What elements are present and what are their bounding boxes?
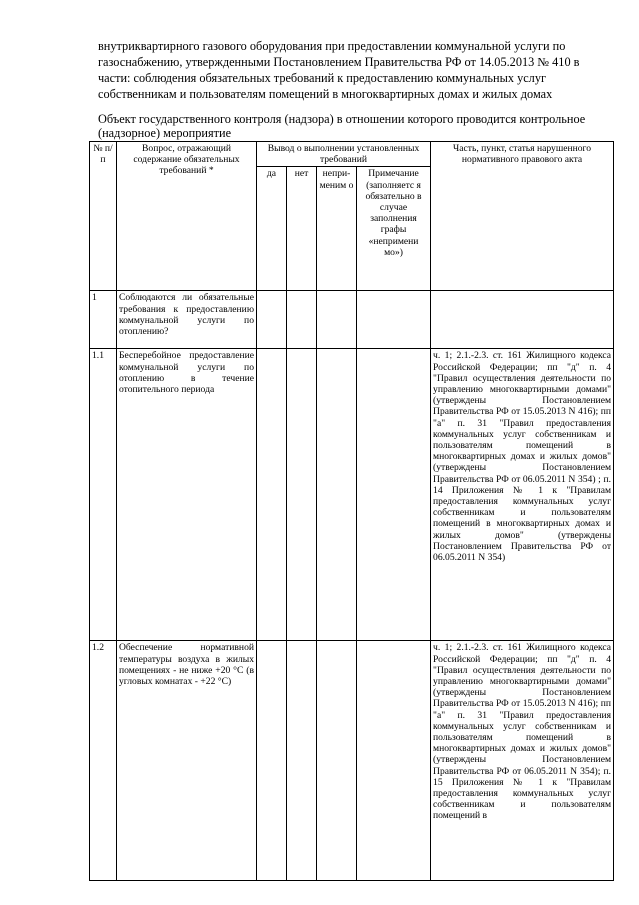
intro-line: собственникам и пользователям помещений в многоквартирных домах и жилых домах — [98, 87, 553, 101]
row-question: Бесперебойное предоставление коммунальной услуги по отоплению в течение отопительного периода — [117, 349, 257, 641]
cell-note — [357, 291, 431, 349]
checklist-table — [89, 141, 614, 881]
row-num: 1.1 — [90, 349, 117, 641]
row-ref: ч. 1; 2.1.-2.3. ст. 161 Жилищного кодекса Российской Федерации; пп "д" п. 4 "Правил осуществления деятельности по управлению многоквартирными домами" (утверждены Постановлением Правительства РФ от 15.05.2013 N 416); пп "а" п. 31 "Правил предоставления коммунальных услуг собственникам и пользователям помещений в многоквартирных домах и жилых домов" (утверждены Постановлением Правительства РФ от 06.05.2011 N 354); п. 15 Приложения № 1 к "Правилам предоставления коммунальных услуг собственникам и пользователям помещений в — [431, 641, 614, 881]
cell-yes — [257, 291, 287, 349]
table-row — [90, 641, 614, 881]
row-question: Обеспечение нормативной температуры воздуха в жилых помещениях - не ниже +20 °С (в угловых комнатах - +22 °С) — [117, 641, 257, 881]
header-no: нет — [287, 167, 317, 291]
header-not-applicable: непри-меним о — [317, 167, 357, 291]
header-ref: Часть, пункт, статья нарушенного нормативного правового акта — [431, 142, 614, 291]
table-row — [90, 291, 614, 349]
intro-line: части: соблюдения обязательных требований к предоставлению коммунальных услуг — [98, 71, 547, 85]
cell-not-applicable — [317, 349, 357, 641]
row-ref — [431, 291, 614, 349]
header-note: Примечание (заполняетс я обязательно в случае заполнения графы «непримени мо») — [357, 167, 431, 291]
intro-line: внутриквартирного газового оборудования при предоставлении коммунальной услуги по — [98, 39, 566, 53]
object-of-control-heading: Объект государственного контроля (надзора) в отношении которого проводится контрольное (надзорное) мероприятие — [98, 112, 586, 140]
cell-no — [287, 641, 317, 881]
table-header-row — [90, 142, 614, 167]
cell-note — [357, 349, 431, 641]
header-num: № п/п — [90, 142, 117, 291]
cell-not-applicable — [317, 291, 357, 349]
cell-yes — [257, 641, 287, 881]
cell-yes — [257, 349, 287, 641]
intro-paragraph — [98, 38, 614, 102]
cell-no — [287, 349, 317, 641]
header-yes: да — [257, 167, 287, 291]
row-ref: ч. 1; 2.1.-2.3. ст. 161 Жилищного кодекса Российской Федерации; пп "д" п. 4 "Правил осуществления деятельности по управлению многоквартирными домами" (утверждены Постановлением Правительства РФ от 15.05.2013 N 416); пп "а" п. 31 "Правил предоставления коммунальных услуг собственникам и пользователям помещений в многоквартирных домах и жилых домов" (утверждены Постановлением Правительства РФ от 06.05.2011 N 354) ; п. 14 Приложения № 1 к "Правилам предоставления коммунальных услуг собственникам и пользователям помещений в многоквартирных домах и жилых домов" (утверждены Постановлением Правительства РФ от 06.05.2011 N 354) — [431, 349, 614, 641]
row-num: 1.2 — [90, 641, 117, 881]
header-conclusion: Вывод о выполнении установленных требований — [257, 142, 431, 167]
table-row — [90, 349, 614, 641]
intro-line: газоснабжению, утвержденными Постановлением Правительства РФ от 14.05.2013 № 410 в — [98, 55, 580, 69]
row-question: Соблюдаются ли обязательные требования к предоставлению коммунальной услуги по отоплению? — [117, 291, 257, 349]
cell-note — [357, 641, 431, 881]
cell-not-applicable — [317, 641, 357, 881]
row-num: 1 — [90, 291, 117, 349]
header-question: Вопрос, отражающий содержание обязательных требований * — [117, 142, 257, 291]
cell-no — [287, 291, 317, 349]
